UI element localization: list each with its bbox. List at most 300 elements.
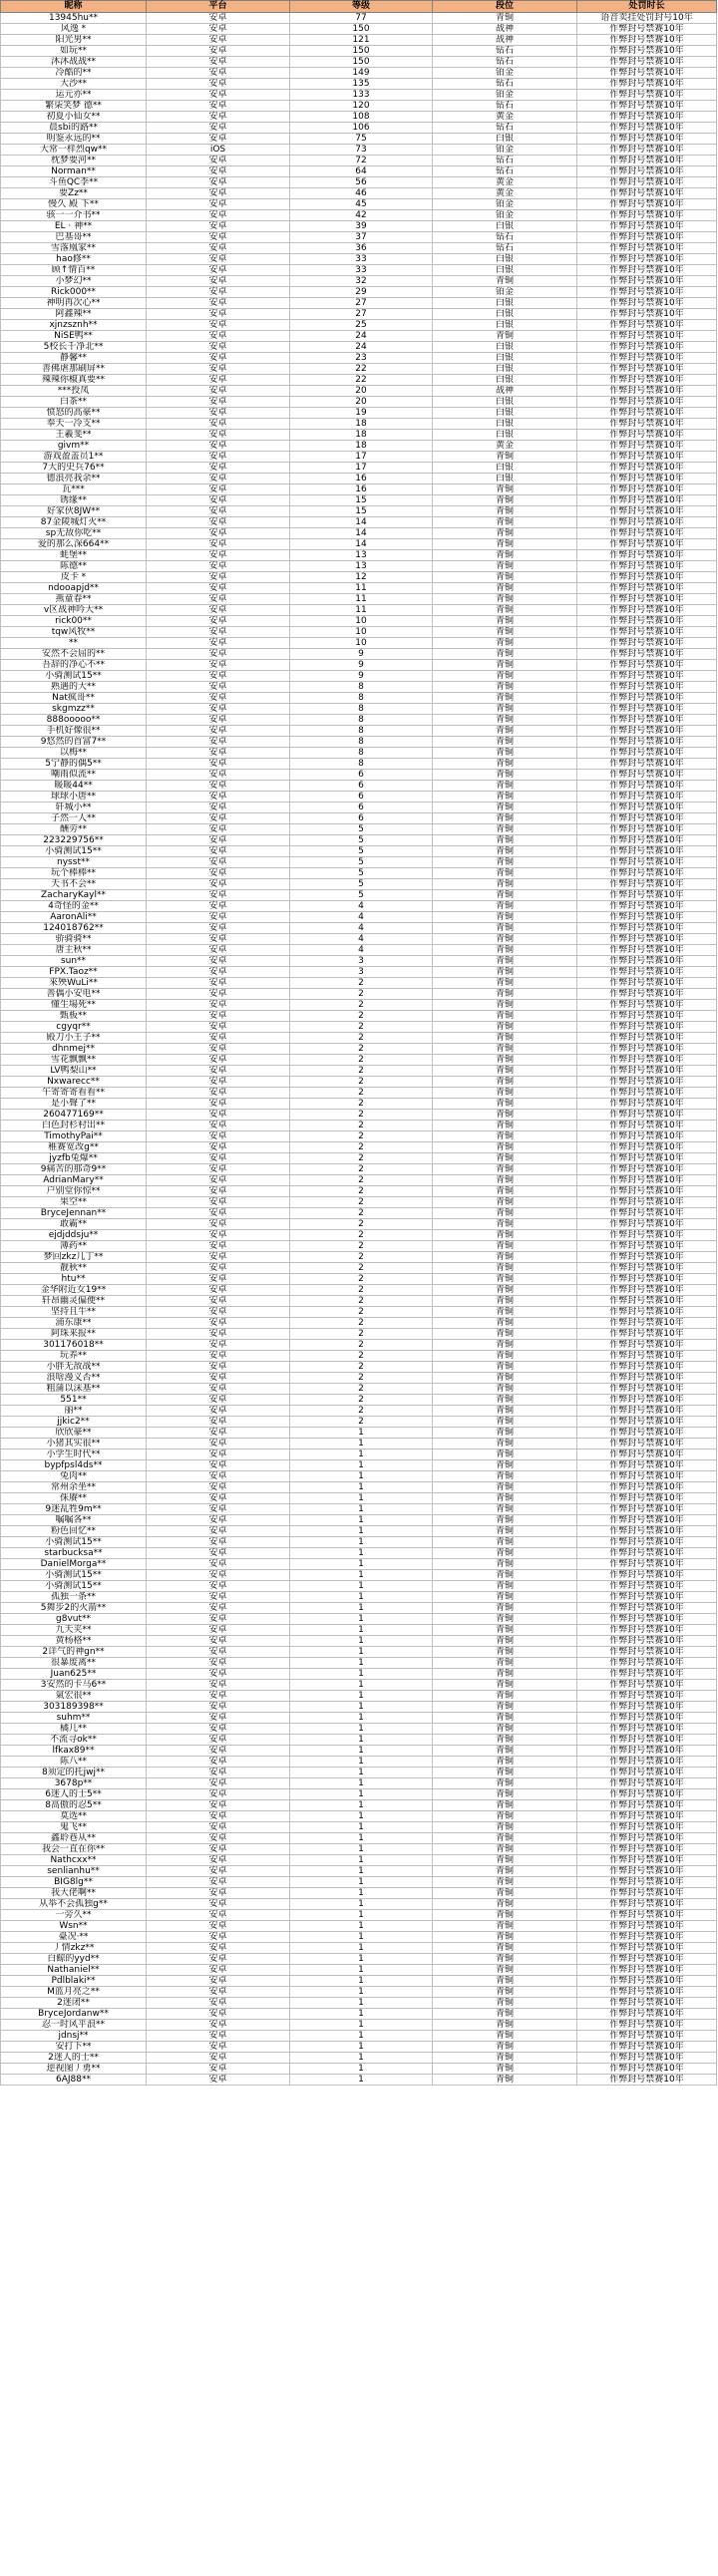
rank-cell: 青铜 bbox=[433, 978, 577, 989]
rank-cell: 青铜 bbox=[433, 1044, 577, 1055]
rank-cell: 青铜 bbox=[433, 1252, 577, 1263]
penalty-cell: 作弊封号禁赛10年 bbox=[577, 1658, 717, 1669]
rank-cell: 青铜 bbox=[433, 1088, 577, 1099]
level-cell: 1 bbox=[290, 1439, 433, 1449]
platform-cell: 安卓 bbox=[147, 1077, 290, 1088]
table-row bbox=[1, 1877, 717, 1888]
level-cell: 1 bbox=[290, 1625, 433, 1636]
nickname-cell: tqw风牧** bbox=[1, 627, 147, 638]
level-cell: 8 bbox=[290, 715, 433, 726]
table-row bbox=[1, 824, 717, 835]
table-row bbox=[1, 232, 717, 243]
rank-cell: 青铜 bbox=[433, 1307, 577, 1318]
rank-cell: 青铜 bbox=[433, 1691, 577, 1702]
penalty-cell: 作弊封号禁赛10年 bbox=[577, 682, 717, 693]
penalty-cell: 作弊封号禁赛10年 bbox=[577, 1439, 717, 1449]
level-cell: 1 bbox=[290, 2042, 433, 2053]
penalty-cell: 作弊封号禁赛10年 bbox=[577, 561, 717, 572]
nickname-cell: 8高傲的忍5** bbox=[1, 1800, 147, 1811]
penalty-cell: 作弊封号禁赛10年 bbox=[577, 1647, 717, 1658]
table-row bbox=[1, 1066, 717, 1077]
header-nickname: 昵称 bbox=[1, 1, 147, 13]
nickname-cell: 球球小唐** bbox=[1, 792, 147, 803]
rank-cell: 青铜 bbox=[433, 1921, 577, 1932]
nickname-cell: 白色封杉村出** bbox=[1, 1121, 147, 1131]
platform-cell: 安卓 bbox=[147, 1307, 290, 1318]
nickname-cell: 坚持且牛** bbox=[1, 1307, 147, 1318]
level-cell: 1 bbox=[290, 1460, 433, 1471]
level-cell: 1 bbox=[290, 1778, 433, 1789]
table-row bbox=[1, 1526, 717, 1537]
penalty-cell: 作弊封号禁赛10年 bbox=[577, 101, 717, 112]
level-cell: 75 bbox=[290, 134, 433, 145]
penalty-cell: 作弊封号禁赛10年 bbox=[577, 506, 717, 517]
rank-cell: 青铜 bbox=[433, 1175, 577, 1186]
table-row bbox=[1, 24, 717, 35]
platform-cell: 安卓 bbox=[147, 68, 290, 79]
platform-cell: 安卓 bbox=[147, 1428, 290, 1439]
nickname-cell: 子然一人** bbox=[1, 813, 147, 824]
platform-cell: 安卓 bbox=[147, 693, 290, 704]
platform-cell: 安卓 bbox=[147, 989, 290, 1000]
table-row bbox=[1, 1131, 717, 1142]
rank-cell: 战神 bbox=[433, 35, 577, 46]
platform-cell: iOS bbox=[147, 145, 290, 156]
rank-cell: 青铜 bbox=[433, 879, 577, 890]
nickname-cell: 浦东康** bbox=[1, 1318, 147, 1329]
table-row bbox=[1, 199, 717, 210]
nickname-cell: 9悠然的首富7** bbox=[1, 737, 147, 748]
level-cell: 2 bbox=[290, 1274, 433, 1285]
table-row bbox=[1, 1954, 717, 1965]
nickname-cell: 浪啥漫义否** bbox=[1, 1373, 147, 1384]
table-row bbox=[1, 1899, 717, 1910]
nickname-cell: 223229756** bbox=[1, 835, 147, 846]
penalty-cell: 作弊封号禁赛10年 bbox=[577, 24, 717, 35]
platform-cell: 安卓 bbox=[147, 1066, 290, 1077]
nickname-cell: 3安然的卡马6** bbox=[1, 1680, 147, 1691]
nickname-cell: 瓦*** bbox=[1, 484, 147, 495]
rank-cell: 青铜 bbox=[433, 1417, 577, 1428]
penalty-cell: 作弊封号禁赛10年 bbox=[577, 1044, 717, 1055]
penalty-cell: 作弊封号禁赛10年 bbox=[577, 1307, 717, 1318]
platform-cell: 安卓 bbox=[147, 561, 290, 572]
platform-cell: 安卓 bbox=[147, 726, 290, 737]
nickname-cell: ***授凤 bbox=[1, 386, 147, 397]
level-cell: 108 bbox=[290, 112, 433, 123]
penalty-cell: 作弊封号禁赛10年 bbox=[577, 605, 717, 616]
level-cell: 1 bbox=[290, 1800, 433, 1811]
nickname-cell: 安打下** bbox=[1, 2042, 147, 2053]
level-cell: 2 bbox=[290, 1153, 433, 1164]
nickname-cell: 小骑测试15** bbox=[1, 1570, 147, 1581]
platform-cell: 安卓 bbox=[147, 539, 290, 550]
nickname-cell: ** bbox=[1, 638, 147, 649]
platform-cell: 安卓 bbox=[147, 1351, 290, 1362]
level-cell: 11 bbox=[290, 605, 433, 616]
table-row bbox=[1, 1197, 717, 1208]
platform-cell: 安卓 bbox=[147, 550, 290, 561]
level-cell: 15 bbox=[290, 506, 433, 517]
nickname-cell: 安然不会屈的** bbox=[1, 649, 147, 660]
penalty-cell: 作弊封号禁赛10年 bbox=[577, 1033, 717, 1044]
table-row bbox=[1, 704, 717, 715]
penalty-cell: 作弊封号禁赛10年 bbox=[577, 2020, 717, 2031]
penalty-cell: 作弊封号禁赛10年 bbox=[577, 748, 717, 759]
table-row bbox=[1, 1011, 717, 1022]
level-cell: 5 bbox=[290, 857, 433, 868]
nickname-cell: 6迷人的士5** bbox=[1, 1789, 147, 1800]
nickname-cell: AaronAli** bbox=[1, 912, 147, 923]
platform-cell: 安卓 bbox=[147, 1548, 290, 1559]
nickname-cell: 兔肉** bbox=[1, 1471, 147, 1482]
nickname-cell: 301176018** bbox=[1, 1340, 147, 1351]
platform-cell: 安卓 bbox=[147, 1910, 290, 1921]
nickname-cell: 小骑测试15** bbox=[1, 1537, 147, 1548]
platform-cell: 安卓 bbox=[147, 1614, 290, 1625]
platform-cell: 安卓 bbox=[147, 463, 290, 474]
nickname-cell: 轩昂幽灵偏便** bbox=[1, 1296, 147, 1307]
penalty-cell: 作弊封号禁赛10年 bbox=[577, 517, 717, 528]
level-cell: 9 bbox=[290, 671, 433, 682]
nickname-cell: 13945hu** bbox=[1, 13, 147, 24]
nickname-cell: 甄板** bbox=[1, 1011, 147, 1022]
rank-cell: 青铜 bbox=[433, 1439, 577, 1449]
nickname-cell: 吾辞的净心不** bbox=[1, 660, 147, 671]
rank-cell: 青铜 bbox=[433, 1899, 577, 1910]
rank-cell: 黄金 bbox=[433, 177, 577, 188]
penalty-cell: 作弊封号禁赛10年 bbox=[577, 210, 717, 221]
penalty-cell: 作弊封号禁赛10年 bbox=[577, 1603, 717, 1614]
level-cell: 22 bbox=[290, 375, 433, 386]
nickname-cell: 靓秋** bbox=[1, 1263, 147, 1274]
platform-cell: 安卓 bbox=[147, 846, 290, 857]
penalty-cell: 作弊封号禁赛10年 bbox=[577, 1460, 717, 1471]
table-row bbox=[1, 1417, 717, 1428]
platform-cell: 安卓 bbox=[147, 1954, 290, 1965]
nickname-cell: 轩城小** bbox=[1, 803, 147, 813]
level-cell: 1 bbox=[290, 1965, 433, 1976]
platform-cell: 安卓 bbox=[147, 748, 290, 759]
table-row bbox=[1, 1000, 717, 1011]
table-row bbox=[1, 166, 717, 177]
rank-cell: 青铜 bbox=[433, 594, 577, 605]
level-cell: 1 bbox=[290, 1888, 433, 1899]
nickname-cell: 神明再次心** bbox=[1, 298, 147, 309]
rank-cell: 青铜 bbox=[433, 1142, 577, 1153]
level-cell: 1 bbox=[290, 1592, 433, 1603]
penalty-cell: 作弊封号禁赛10年 bbox=[577, 1713, 717, 1724]
penalty-cell: 作弊封号禁赛10年 bbox=[577, 386, 717, 397]
penalty-cell: 作弊封号禁赛10年 bbox=[577, 967, 717, 978]
rank-cell: 青铜 bbox=[433, 1658, 577, 1669]
penalty-cell: 作弊封号禁赛10年 bbox=[577, 1351, 717, 1362]
table-row bbox=[1, 342, 717, 353]
nickname-cell: 巴基哥** bbox=[1, 232, 147, 243]
table-row bbox=[1, 1329, 717, 1340]
nickname-cell: 2详气的神gn** bbox=[1, 1647, 147, 1658]
table-row bbox=[1, 375, 717, 386]
level-cell: 1 bbox=[290, 1757, 433, 1768]
table-row bbox=[1, 90, 717, 101]
penalty-cell: 作弊封号禁赛10年 bbox=[577, 1943, 717, 1954]
nickname-cell: 爱的那么深664** bbox=[1, 539, 147, 550]
nickname-cell: rick00** bbox=[1, 616, 147, 627]
platform-cell: 安卓 bbox=[147, 1844, 290, 1855]
nickname-cell: 4奇怪的金** bbox=[1, 901, 147, 912]
nickname-cell: 粗蒲以沫基** bbox=[1, 1384, 147, 1395]
platform-cell: 安卓 bbox=[147, 1055, 290, 1066]
table-row bbox=[1, 134, 717, 145]
nickname-cell: 辣辣你椒真要** bbox=[1, 375, 147, 386]
table-row bbox=[1, 1406, 717, 1417]
penalty-cell: 作弊封号禁赛10年 bbox=[577, 474, 717, 484]
table-row bbox=[1, 868, 717, 879]
platform-cell: 安卓 bbox=[147, 956, 290, 967]
nickname-cell: 骄骑骑** bbox=[1, 934, 147, 945]
nickname-cell: cgyqr** bbox=[1, 1022, 147, 1033]
nickname-cell: ZacharyKayl** bbox=[1, 890, 147, 901]
rank-cell: 白银 bbox=[433, 419, 577, 430]
nickname-cell: TimothyPai** bbox=[1, 1131, 147, 1142]
table-row bbox=[1, 1077, 717, 1088]
platform-cell: 安卓 bbox=[147, 364, 290, 375]
table-row bbox=[1, 408, 717, 419]
level-cell: 150 bbox=[290, 46, 433, 57]
platform-cell: 安卓 bbox=[147, 1395, 290, 1406]
table-row bbox=[1, 846, 717, 857]
rank-cell: 青铜 bbox=[433, 824, 577, 835]
nickname-cell: 2迷闭** bbox=[1, 1998, 147, 2009]
level-cell: 6 bbox=[290, 813, 433, 824]
platform-cell: 安卓 bbox=[147, 2009, 290, 2020]
rank-cell: 白银 bbox=[433, 463, 577, 474]
level-cell: 14 bbox=[290, 517, 433, 528]
penalty-cell: 作弊封号禁赛10年 bbox=[577, 1482, 717, 1493]
rank-cell: 青铜 bbox=[433, 737, 577, 748]
table-row bbox=[1, 254, 717, 265]
penalty-cell: 作弊封号禁赛10年 bbox=[577, 1614, 717, 1625]
platform-cell: 安卓 bbox=[147, 1932, 290, 1943]
rank-cell: 青铜 bbox=[433, 1811, 577, 1822]
table-row bbox=[1, 923, 717, 934]
level-cell: 1 bbox=[290, 1899, 433, 1910]
level-cell: 2 bbox=[290, 1022, 433, 1033]
nickname-cell: EL · 神** bbox=[1, 221, 147, 232]
platform-cell: 安卓 bbox=[147, 1888, 290, 1899]
level-cell: 2 bbox=[290, 1055, 433, 1066]
table-row bbox=[1, 1943, 717, 1954]
level-cell: 5 bbox=[290, 868, 433, 879]
penalty-cell: 作弊封号禁赛10年 bbox=[577, 890, 717, 901]
level-cell: 1 bbox=[290, 1504, 433, 1515]
table-row bbox=[1, 484, 717, 495]
nickname-cell: 薄药** bbox=[1, 1241, 147, 1252]
level-cell: 1 bbox=[290, 1921, 433, 1932]
nickname-cell: 8须定的托jwj** bbox=[1, 1768, 147, 1778]
level-cell: 6 bbox=[290, 770, 433, 781]
nickname-cell: 我大佬啊** bbox=[1, 1888, 147, 1899]
rank-cell: 青铜 bbox=[433, 989, 577, 1000]
platform-cell: 安卓 bbox=[147, 1515, 290, 1526]
table-row bbox=[1, 649, 717, 660]
nickname-cell: 303189398** bbox=[1, 1702, 147, 1713]
platform-cell: 安卓 bbox=[147, 1000, 290, 1011]
level-cell: 1 bbox=[290, 1570, 433, 1581]
nickname-cell: NiSE鸭** bbox=[1, 331, 147, 342]
level-cell: 17 bbox=[290, 463, 433, 474]
rank-cell: 青铜 bbox=[433, 1208, 577, 1219]
nickname-cell: 皮卡 * bbox=[1, 572, 147, 583]
rank-cell: 青铜 bbox=[433, 1033, 577, 1044]
rank-cell: 钻石 bbox=[433, 46, 577, 57]
rank-cell: 青铜 bbox=[433, 956, 577, 967]
table-row bbox=[1, 145, 717, 156]
platform-cell: 安卓 bbox=[147, 1811, 290, 1822]
level-cell: 8 bbox=[290, 704, 433, 715]
penalty-cell: 作弊封号禁赛10年 bbox=[577, 1625, 717, 1636]
rank-cell: 青铜 bbox=[433, 638, 577, 649]
platform-cell: 安卓 bbox=[147, 397, 290, 408]
nickname-cell: 大沙** bbox=[1, 79, 147, 90]
nickname-cell: 來殃WuLi** bbox=[1, 978, 147, 989]
rank-cell: 青铜 bbox=[433, 1932, 577, 1943]
nickname-cell: 白茶** bbox=[1, 397, 147, 408]
platform-cell: 安卓 bbox=[147, 375, 290, 386]
platform-cell: 安卓 bbox=[147, 879, 290, 890]
platform-cell: 安卓 bbox=[147, 857, 290, 868]
rank-cell: 青铜 bbox=[433, 682, 577, 693]
table-row bbox=[1, 803, 717, 813]
nickname-cell: 静馨** bbox=[1, 353, 147, 364]
level-cell: 8 bbox=[290, 693, 433, 704]
nickname-cell: 小骑测试15** bbox=[1, 1581, 147, 1592]
penalty-cell: 作弊封号禁赛10年 bbox=[577, 166, 717, 177]
penalty-cell: 作弊封号禁赛10年 bbox=[577, 1702, 717, 1713]
nickname-cell: 阿鑫辣** bbox=[1, 309, 147, 320]
nickname-cell: 冷酷的** bbox=[1, 68, 147, 79]
rank-cell: 青铜 bbox=[433, 2075, 577, 2086]
platform-cell: 安卓 bbox=[147, 1866, 290, 1877]
penalty-cell: 作弊封号禁赛10年 bbox=[577, 868, 717, 879]
nickname-cell: ndooapjd** bbox=[1, 583, 147, 594]
nickname-cell: 白鲸的yyd** bbox=[1, 1954, 147, 1965]
table-row bbox=[1, 835, 717, 846]
platform-cell: 安卓 bbox=[147, 1153, 290, 1164]
level-cell: 4 bbox=[290, 912, 433, 923]
rank-cell: 青铜 bbox=[433, 1351, 577, 1362]
table-row bbox=[1, 1504, 717, 1515]
level-cell: 121 bbox=[290, 35, 433, 46]
platform-cell: 安卓 bbox=[147, 1186, 290, 1197]
rank-cell: 铂金 bbox=[433, 287, 577, 298]
penalty-cell: 作弊封号禁赛10年 bbox=[577, 857, 717, 868]
level-cell: 2 bbox=[290, 978, 433, 989]
penalty-cell: 作弊封号禁赛10年 bbox=[577, 1241, 717, 1252]
level-cell: 2 bbox=[290, 1131, 433, 1142]
rank-cell: 青铜 bbox=[433, 770, 577, 781]
penalty-cell: 作弊封号禁赛10年 bbox=[577, 1965, 717, 1976]
rank-cell: 青铜 bbox=[433, 1230, 577, 1241]
level-cell: 1 bbox=[290, 1910, 433, 1921]
table-row bbox=[1, 1186, 717, 1197]
level-cell: 37 bbox=[290, 232, 433, 243]
table-row bbox=[1, 813, 717, 824]
table-row bbox=[1, 474, 717, 484]
penalty-cell: 作弊封号禁赛10年 bbox=[577, 1680, 717, 1691]
platform-cell: 安卓 bbox=[147, 1406, 290, 1417]
table-row bbox=[1, 1691, 717, 1702]
level-cell: 1 bbox=[290, 1548, 433, 1559]
rank-cell: 青铜 bbox=[433, 583, 577, 594]
platform-cell: 安卓 bbox=[147, 156, 290, 166]
penalty-cell: 作弊封号禁赛10年 bbox=[577, 1296, 717, 1307]
platform-cell: 安卓 bbox=[147, 1417, 290, 1428]
level-cell: 1 bbox=[290, 1998, 433, 2009]
penalty-cell: 作弊封号禁赛10年 bbox=[577, 978, 717, 989]
level-cell: 2 bbox=[290, 1384, 433, 1395]
table-row bbox=[1, 956, 717, 967]
platform-cell: 安卓 bbox=[147, 386, 290, 397]
table-row bbox=[1, 737, 717, 748]
rank-cell: 青铜 bbox=[433, 715, 577, 726]
penalty-cell: 作弊封号禁赛10年 bbox=[577, 1153, 717, 1164]
platform-cell: 安卓 bbox=[147, 715, 290, 726]
platform-cell: 安卓 bbox=[147, 331, 290, 342]
level-cell: 2 bbox=[290, 1406, 433, 1417]
rank-cell: 青铜 bbox=[433, 649, 577, 660]
table-row bbox=[1, 1121, 717, 1131]
penalty-cell: 作弊封号禁赛10年 bbox=[577, 824, 717, 835]
table-row bbox=[1, 748, 717, 759]
penalty-cell: 作弊封号禁赛10年 bbox=[577, 627, 717, 638]
platform-cell: 安卓 bbox=[147, 1329, 290, 1340]
table-row bbox=[1, 243, 717, 254]
rank-cell: 青铜 bbox=[433, 13, 577, 24]
rank-cell: 青铜 bbox=[433, 1570, 577, 1581]
platform-cell: 安卓 bbox=[147, 101, 290, 112]
rank-cell: 黄金 bbox=[433, 112, 577, 123]
table-row bbox=[1, 857, 717, 868]
level-cell: 1 bbox=[290, 1526, 433, 1537]
rank-cell: 青铜 bbox=[433, 331, 577, 342]
rank-cell: 青铜 bbox=[433, 846, 577, 857]
platform-cell: 安卓 bbox=[147, 484, 290, 495]
nickname-cell: 斗鱼QC李** bbox=[1, 177, 147, 188]
penalty-cell: 作弊封号禁赛10年 bbox=[577, 1110, 717, 1121]
table-row bbox=[1, 1581, 717, 1592]
penalty-cell: 作弊封号禁赛10年 bbox=[577, 1000, 717, 1011]
level-cell: 1 bbox=[290, 1658, 433, 1669]
nickname-cell: bypfpsl4ds** bbox=[1, 1460, 147, 1471]
penalty-cell: 作弊封号禁赛10年 bbox=[577, 1998, 717, 2009]
rank-cell: 铂金 bbox=[433, 68, 577, 79]
nickname-cell: 欣欣豪** bbox=[1, 1428, 147, 1439]
penalty-cell: 作弊封号禁赛10年 bbox=[577, 528, 717, 539]
rank-cell: 青铜 bbox=[433, 967, 577, 978]
penalty-cell: 作弊封号禁赛10年 bbox=[577, 1099, 717, 1110]
level-cell: 1 bbox=[290, 1877, 433, 1888]
rank-cell: 青铜 bbox=[433, 781, 577, 792]
penalty-cell: 作弊封号禁赛10年 bbox=[577, 1449, 717, 1460]
rank-cell: 青铜 bbox=[433, 1406, 577, 1417]
nickname-cell: Norman** bbox=[1, 166, 147, 177]
level-cell: 2 bbox=[290, 1241, 433, 1252]
rank-cell: 青铜 bbox=[433, 1625, 577, 1636]
rank-cell: 青铜 bbox=[433, 1833, 577, 1844]
platform-cell: 安卓 bbox=[147, 1011, 290, 1022]
penalty-cell: 作弊封号禁赛10年 bbox=[577, 1757, 717, 1768]
